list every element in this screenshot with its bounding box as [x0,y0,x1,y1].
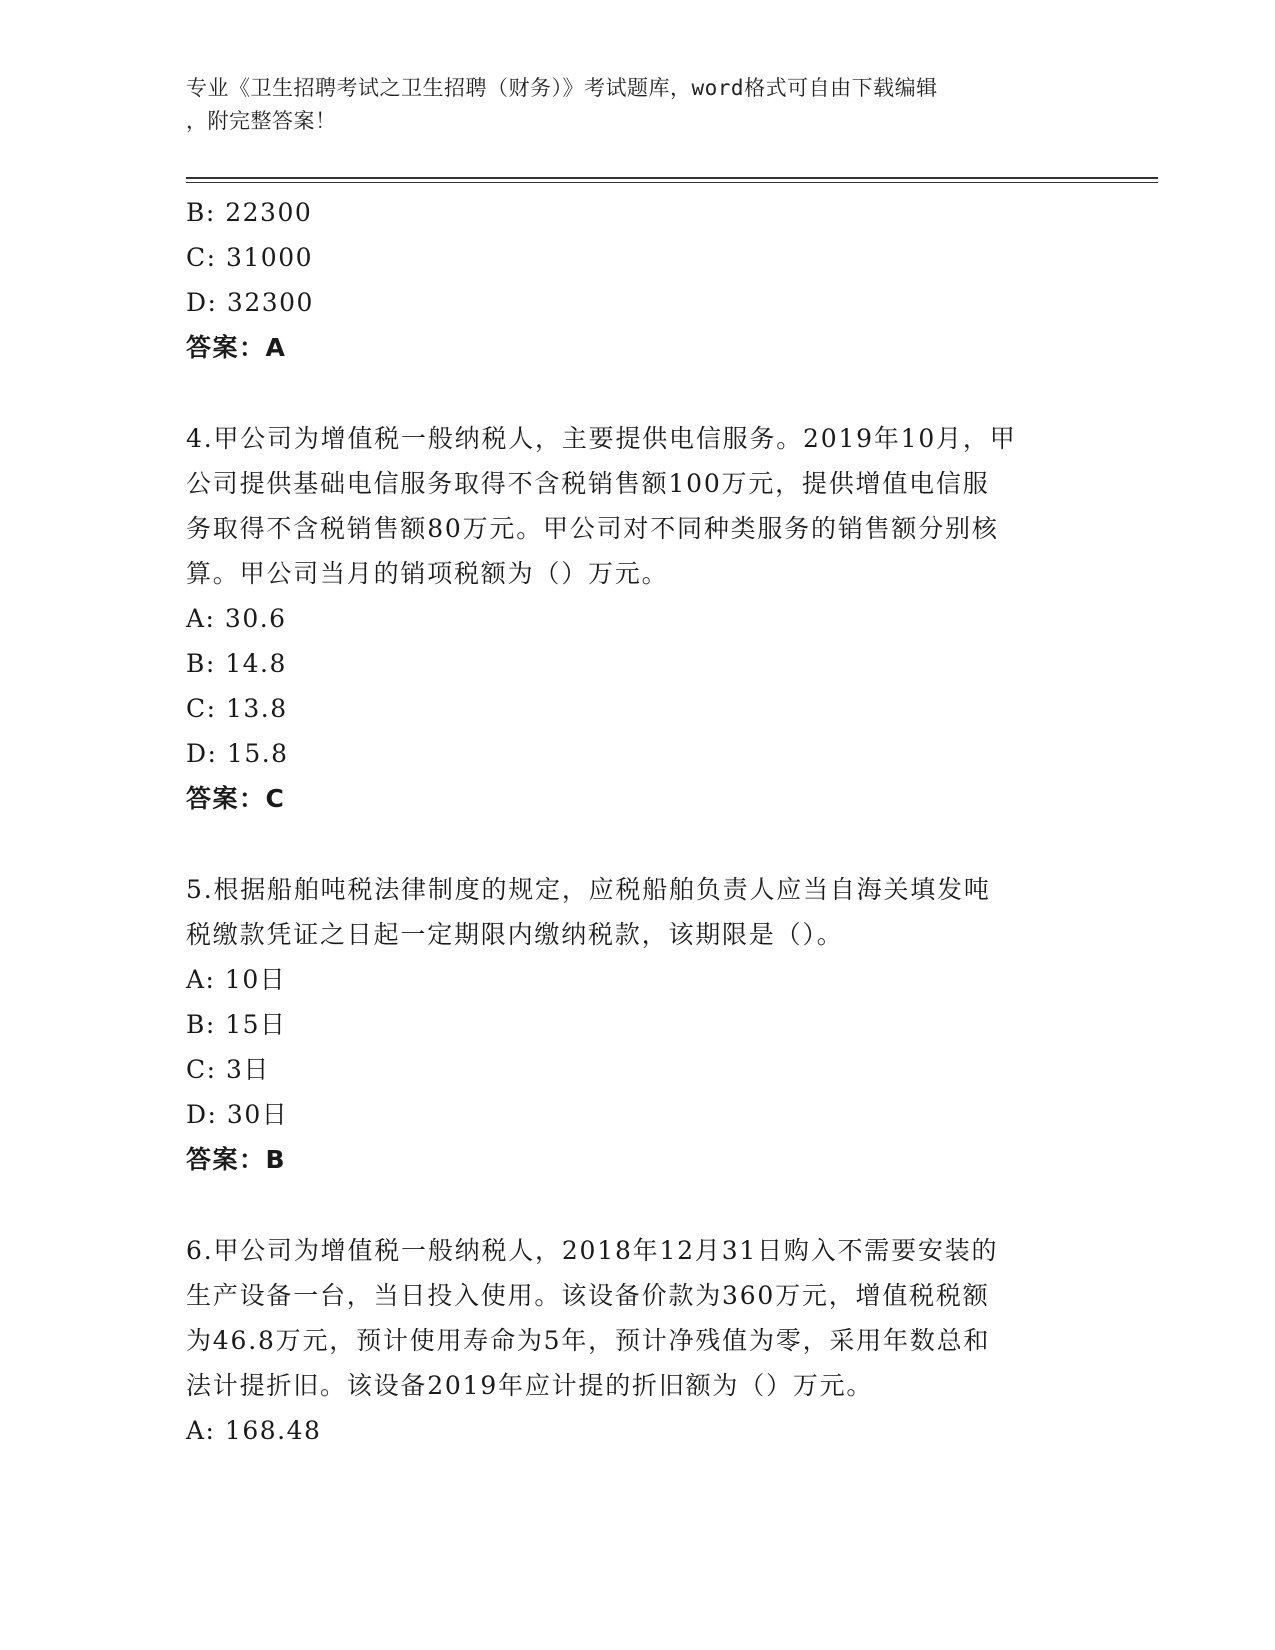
question-5 [186,867,1066,1182]
question-text [186,416,1066,596]
question-3-tail [186,190,1066,370]
option-a: A: 10日 [186,965,287,994]
option-a: A: 168.48 [186,1416,322,1445]
option-a: A: 30.6 [186,604,287,633]
answer-label: 答案：A [186,333,287,362]
question-text-line: 公司提供基础电信服务取得不含税销售额100万元，提供增值电信服 [186,469,990,498]
question-text-line: 务取得不含税销售额80万元。甲公司对不同种类服务的销售额分别核 [186,514,999,543]
header-divider-thick [186,177,1158,179]
question-text-line: 生产设备一台，当日投入使用。该设备价款为360万元，增值税税额 [186,1281,990,1310]
answer-label: 答案：B [186,1145,287,1174]
option-b: B: 14.8 [186,649,287,678]
option-b: B: 22300 [186,198,313,227]
header-line-1: 专业《卫生招聘考试之卫生招聘（财务）》考试题库，word格式可自由下载编辑 [186,76,938,100]
question-text-line: 法计提折旧。该设备2019年应计提的折旧额为（）万元。 [186,1371,874,1400]
option-d: D: 30日 [186,1100,289,1129]
option-c: C: 31000 [186,243,314,272]
option-d: D: 15.8 [186,739,289,768]
option-d: D: 32300 [186,288,314,317]
document-body [186,190,1066,1453]
document-header [186,72,1066,138]
question-text-line: 5.根据船舶吨税法律制度的规定，应税船舶负责人应当自海关填发吨 [186,875,991,904]
question-text-line: 6.甲公司为增值税一般纳税人，2018年12月31日购入不需要安装的 [186,1236,999,1265]
question-text [186,1228,1066,1408]
header-divider-thin [186,182,1158,183]
question-4 [186,416,1066,821]
answer-label: 答案：C [186,784,286,813]
question-text [186,867,1066,957]
question-6 [186,1228,1066,1453]
question-text-line: 税缴款凭证之日起一定期限内缴纳税款，该期限是（）。 [186,920,844,949]
option-c: C: 3日 [186,1055,270,1084]
question-text-line: 算。甲公司当月的销项税额为（）万元。 [186,559,669,588]
question-text-line: 4.甲公司为增值税一般纳税人，主要提供电信服务。2019年10月，甲 [186,424,1017,453]
option-b: B: 15日 [186,1010,287,1039]
option-c: C: 13.8 [186,694,288,723]
question-text-line: 为46.8万元，预计使用寿命为5年，预计净残值为零，采用年数总和 [186,1326,991,1355]
header-line-2: ，附完整答案！ [186,109,337,133]
